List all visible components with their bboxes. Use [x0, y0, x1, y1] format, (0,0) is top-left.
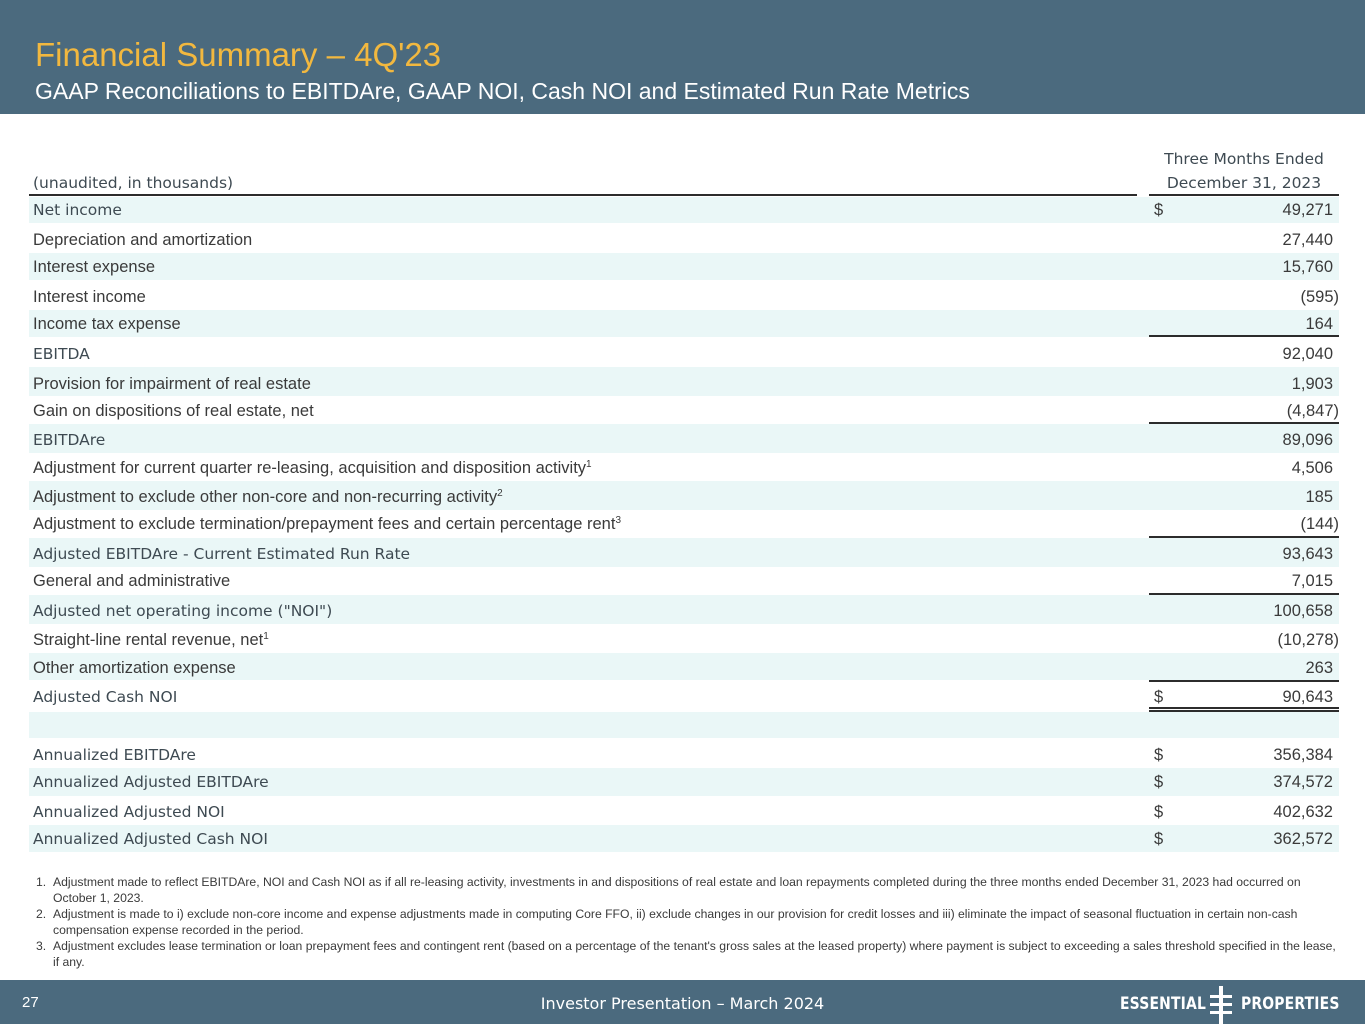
row-value: 92,040 — [1282, 345, 1333, 363]
logo-word-essential: ESSENTIAL — [1120, 994, 1207, 1014]
row-label: Annualized Adjusted Cash NOI — [33, 830, 268, 848]
row-value: (10,278) — [1277, 631, 1339, 649]
dollar-sign: $ — [1154, 746, 1164, 764]
row-adj-termination — [29, 510, 1339, 538]
row-value: 362,572 — [1273, 830, 1333, 848]
row-adjusted-noi — [29, 595, 1339, 624]
period-header-line2: December 31, 2023 — [1166, 174, 1322, 192]
row-label: EBITDA — [33, 345, 90, 363]
period-header-line1: Three Months Ended — [1164, 150, 1324, 168]
row-annualized-adjusted-ebitdare — [29, 768, 1339, 796]
row-ebitdare — [29, 424, 1339, 453]
page-number: 27 — [22, 994, 39, 1011]
row-ebitda — [29, 337, 1339, 367]
company-logo — [1120, 980, 1340, 1024]
row-adj-releasing — [29, 453, 1339, 481]
row-general-admin — [29, 567, 1339, 595]
row-label: Depreciation and amortization — [33, 231, 253, 249]
footnotes — [36, 874, 1336, 970]
row-label: EBITDAre — [33, 431, 106, 449]
row-label: Income tax expense — [33, 315, 181, 333]
row-value: 90,643 — [1282, 688, 1333, 706]
presentation-title: Investor Presentation – March 2024 — [540, 994, 825, 1013]
footnote-2: 2. Adjustment is made to i) exclude non-core income and expense adjustments made in computing Core FFO, ii) exclude changes in our provision for credit losses and iii) eliminate the impact of seasonal fluctuation in certain non-cash compensation expense recorded in the period. — [36, 907, 1298, 937]
row-value: (4,847) — [1286, 402, 1339, 420]
row-label: Adjustment to exclude other non-core and non-recurring activity$^2$ — [33, 488, 503, 506]
row-label: Adjusted net operating income ("NOI") — [33, 602, 333, 620]
row-label: General and administrative — [33, 572, 231, 590]
slide-header — [0, 0, 1365, 114]
row-value: 93,643 — [1282, 545, 1333, 563]
row-label: Interest expense — [33, 258, 155, 276]
row-adjusted-cash-noi — [29, 682, 1339, 710]
header-rule-right — [1149, 194, 1339, 196]
row-value: 7,015 — [1291, 572, 1333, 590]
row-label: Annualized Adjusted EBITDAre — [33, 773, 269, 791]
dollar-sign: $ — [1154, 688, 1164, 706]
row-annualized-adjusted-cash-noi — [29, 825, 1339, 852]
row-label: Adjustment for current quarter re-leasing, acquisition and disposition activity$^1$ — [33, 459, 592, 477]
row-label: Interest income — [33, 288, 146, 306]
row-other-amortization — [29, 653, 1339, 680]
units-label: (unaudited, in thousands) — [33, 174, 234, 192]
row-value: (144) — [1300, 515, 1339, 533]
logo-word-properties: PROPERTIES — [1241, 994, 1340, 1014]
footnote-1: 1. Adjustment made to reflect EBITDAre, NOI and Cash NOI as if all re-leasing activity, investments in and dispositions of real estate and loan repayments completed during the three months ended December 31, 2023 had occurred on October 1, 2023. — [36, 875, 1301, 905]
row-value: 164 — [1305, 315, 1333, 333]
spacer-row — [29, 712, 1339, 738]
dollar-sign: $ — [1154, 803, 1164, 821]
row-straight-line — [29, 624, 1339, 653]
row-value: 263 — [1305, 659, 1333, 677]
row-annualized-adjusted-noi — [29, 796, 1339, 825]
row-label: Net income — [33, 201, 122, 219]
row-label: Annualized EBITDAre — [33, 746, 196, 764]
row-adj-noncore — [29, 481, 1339, 510]
row-label: Annualized Adjusted NOI — [33, 803, 225, 821]
row-impairment — [29, 367, 1339, 396]
row-net-income — [29, 197, 1339, 223]
dollar-sign: $ — [1154, 773, 1164, 791]
row-value: 49,271 — [1282, 201, 1333, 219]
slide-footer — [0, 980, 1365, 1024]
row-value: 15,760 — [1282, 258, 1333, 276]
row-value: 185 — [1305, 488, 1333, 506]
row-label: Other amortization expense — [33, 659, 236, 677]
row-interest-income — [29, 280, 1339, 310]
logo-mark-icon — [1206, 986, 1236, 1024]
row-adjusted-ebitdare — [29, 538, 1339, 567]
row-interest-expense — [29, 253, 1339, 280]
row-label: Gain on dispositions of real estate, net — [33, 402, 314, 420]
row-income-tax — [29, 310, 1339, 337]
row-value: 4,506 — [1291, 459, 1333, 477]
row-label: Provision for impairment of real estate — [33, 375, 311, 393]
row-label: Adjusted Cash NOI — [33, 688, 178, 706]
row-value: 100,658 — [1273, 602, 1333, 620]
row-annualized-ebitdare — [29, 740, 1339, 768]
slide-title: Financial Summary – 4Q'23 — [35, 36, 442, 73]
row-label: Adjustment to exclude termination/prepayment fees and certain percentage rent$^3$ — [33, 515, 621, 533]
footnote-3: 3. Adjustment excludes lease termination or loan prepayment fees and contingent rent (based on a percentage of the tenant's gross sales at the leased property) where payment is subject to exceeding a sales threshold specified in the lease, if any. — [36, 939, 1336, 969]
dollar-sign: $ — [1154, 201, 1164, 219]
row-value: 374,572 — [1273, 773, 1333, 791]
row-value: 27,440 — [1282, 231, 1333, 249]
dollar-sign: $ — [1154, 830, 1164, 848]
row-value: 356,384 — [1273, 746, 1333, 764]
row-gain-dispositions — [29, 396, 1339, 424]
row-value: 402,632 — [1273, 803, 1333, 821]
row-value: 89,096 — [1282, 431, 1333, 449]
row-value: 1,903 — [1291, 375, 1333, 393]
row-label: Straight-line rental revenue, net$^1$ — [33, 631, 269, 649]
row-depreciation — [29, 223, 1339, 253]
row-label: Adjusted EBITDAre - Current Estimated Run Rate — [33, 545, 411, 563]
header-rule-left — [29, 194, 1137, 196]
slide-subtitle: GAAP Reconciliations to EBITDAre, GAAP NOI, Cash NOI and Estimated Run Rate Metrics — [35, 78, 970, 104]
row-value: (595) — [1300, 288, 1339, 306]
